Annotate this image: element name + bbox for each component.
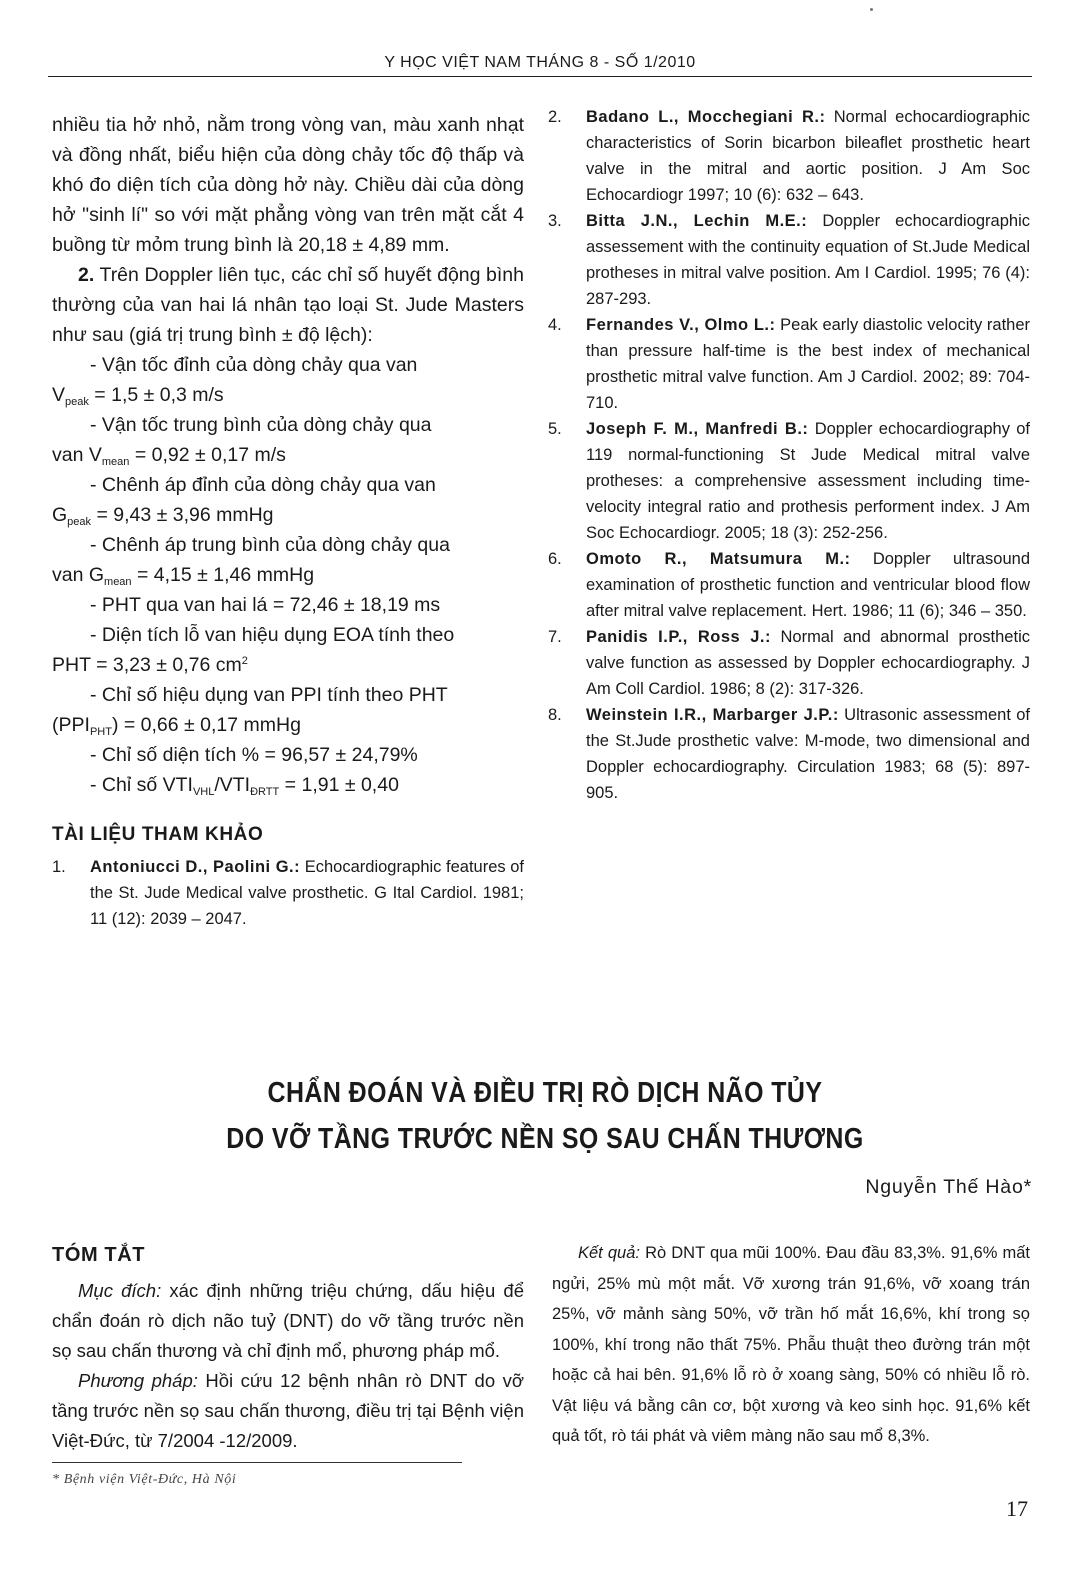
pht-item: - PHT qua van hai lá = 72,46 ± 18,19 ms xyxy=(90,594,441,616)
vpeak-number: = 1,5 ± 0,3 m/s xyxy=(88,384,224,406)
purpose-text: xác định những triệu chứng, dấu hiệu để chẩn đoán rò dịch não tuỷ (DNT) do vỡ tầng trước nền sọ sau chấn thương và chỉ định mổ, phương pháp mổ. xyxy=(52,1280,524,1361)
reference-authors: Weinstein I.R., Marbarger J.P.: xyxy=(586,706,839,724)
page-number: 17 xyxy=(1006,1496,1028,1521)
gmean-number: = 4,15 ± 1,46 mmHg xyxy=(131,564,315,586)
method-label: Phương pháp: xyxy=(78,1370,198,1391)
vmean-value xyxy=(52,440,524,470)
vmean-symbol: van V xyxy=(52,444,102,466)
reference-number: 1. xyxy=(52,858,66,876)
results-paragraph: nhiều tia hở nhỏ, nằm trong vòng van, màu xanh nhạt và đồng nhất, biểu hiện của dòng chảy tốc độ thấp và khó đo diện tích của dòng hở này. Chiều dài của dòng hở "sinh lí" so với mặt phẳng vòng van trên mặt cắt 4 buồng từ mỏm trung bình là 20,18 ± 4,89 mm. xyxy=(52,114,524,256)
point-2-number: 2. xyxy=(78,264,95,286)
abstract-left xyxy=(52,1240,524,1456)
gpeak-symbol: G xyxy=(52,504,68,526)
eoa-label: - Diện tích lỗ van hiệu dụng EOA tính theo xyxy=(90,624,455,646)
title-line-1: CHẨN ĐOÁN VÀ ĐIỀU TRỊ RÒ DỊCH NÃO TỦY xyxy=(267,1077,823,1109)
gpeak-label: - Chênh áp đỉnh của dòng chảy qua van xyxy=(90,474,436,496)
reference-number: 2. xyxy=(548,108,562,126)
reference-citation: Ultrasonic assessment of the St.Jude prosthetic valve: M-mode, two dimensional and Doppler echocardiography. Circulation 1983; 68 (5): 897-905. xyxy=(586,706,1031,802)
reference-authors: Panidis I.P., Ross J.: xyxy=(586,628,771,646)
reference-authors: Antoniucci D., Paolini G.: xyxy=(90,858,301,876)
vti-item xyxy=(52,770,524,800)
abstract-heading: TÓM TẮT xyxy=(52,1244,146,1266)
reference-number: 8. xyxy=(548,706,562,724)
vti-symbol: - Chỉ số VTI xyxy=(90,774,193,796)
purpose-label: Mục đích: xyxy=(78,1280,162,1301)
gpeak-value xyxy=(52,500,524,530)
reference-number: 6. xyxy=(548,550,562,568)
reference-number: 4. xyxy=(548,316,562,334)
eoa-number: PHT = 3,23 ± 0,76 cm xyxy=(52,654,242,676)
left-column xyxy=(52,110,524,932)
abstract-result xyxy=(552,1238,1030,1452)
gmean-value xyxy=(52,560,524,590)
reference-item xyxy=(548,702,1030,806)
reference-authors: Bitta J.N., Lechin M.E.: xyxy=(586,212,808,230)
point-2 xyxy=(52,260,524,350)
references-list-left xyxy=(52,854,524,932)
title-line-2: DO VỠ TẦNG TRƯỚC NỀN SỌ SAU CHẤN THƯƠNG xyxy=(226,1123,864,1155)
vpeak-label: - Vận tốc đỉnh của dòng chảy qua van xyxy=(90,354,418,376)
vpeak-value xyxy=(52,380,524,410)
ppi-number: ) = 0,66 ± 0,17 mmHg xyxy=(111,714,301,736)
abstract-right xyxy=(552,1238,1030,1452)
reference-authors: Omoto R., Matsumura M.: xyxy=(586,550,851,568)
reference-citation: Doppler echocardiography of 119 normal-functioning St Jude Medical mitral valve protheses: a comprehensive assessment including time-velocity integral ratio and prothesis performent index. J Am Soc Echocardiogr. 2005; 18 (3): 252-256. xyxy=(586,420,1030,542)
vti-number: = 1,91 ± 0,40 xyxy=(279,774,399,796)
reference-item xyxy=(548,312,1030,416)
reference-number: 7. xyxy=(548,628,562,646)
gmean-label: - Chênh áp trung bình của dòng chảy qua xyxy=(90,534,450,556)
running-header xyxy=(48,50,1032,77)
method-text: Hồi cứu 12 bệnh nhân rò DNT do vỡ tầng trước nền sọ sau chấn thương, điều trị tại Bệnh viện Việt-Đức, từ 7/2004 -12/2009. xyxy=(52,1370,524,1451)
reference-citation: Doppler ultrasound examination of prosthetic function and ventricular blood flow after mitral valve replacement. Hert. 1986; 11 (6); 346 – 350. xyxy=(586,550,1030,620)
eoa-value xyxy=(52,650,524,680)
abstract-method xyxy=(52,1366,524,1456)
eoa-superscript: 2 xyxy=(241,655,248,667)
article-title xyxy=(180,1070,911,1162)
footnote: * Bệnh viện Việt-Đức, Hà Nội xyxy=(52,1472,237,1487)
ppi-label: - Chỉ số hiệu dụng van PPI tính theo PHT xyxy=(90,684,448,706)
reference-text xyxy=(586,546,1030,624)
gmean-subscript: mean xyxy=(104,576,132,588)
ppi-subscript: PHT xyxy=(89,726,112,738)
reference-text xyxy=(90,854,524,932)
reference-text xyxy=(586,702,1030,806)
reference-item xyxy=(548,416,1030,546)
reference-authors: Badano L., Mocchegiani R.: xyxy=(586,108,826,126)
reference-item xyxy=(548,208,1030,312)
ppi-symbol: (PPI xyxy=(52,714,90,736)
reference-text xyxy=(586,104,1030,208)
vmean-subscript: mean xyxy=(101,456,130,468)
reference-citation: Normal echocardiographic characteristics of Sorin bicarbon bileaflet prosthetic heart valve in the mitral and aortic position. J Am Soc Echocardiogr 1997; 10 (6): 632 – 643. xyxy=(586,108,1030,204)
reference-item xyxy=(548,546,1030,624)
vti-divider: /VTI xyxy=(214,774,251,796)
references-heading: TÀI LIỆU THAM KHẢO xyxy=(52,824,264,845)
reference-text xyxy=(586,312,1030,416)
point-2-text: Trên Doppler liên tục, các chỉ số huyết động bình thường của van hai lá nhân tạo loại St. Jude Masters như sau (giá trị trung bình ± độ lệch): xyxy=(52,264,524,346)
gpeak-number: = 9,43 ± 3,96 mmHg xyxy=(91,504,274,526)
vti-subscript-2: ĐRTT xyxy=(250,786,280,798)
reference-item xyxy=(548,624,1030,702)
reference-authors: Joseph F. M., Manfredi B.: xyxy=(586,420,809,438)
reference-item xyxy=(52,854,524,932)
right-column xyxy=(548,104,1030,806)
reference-citation: Doppler echocardiographic assessement with the continuity equation of St.Jude Medical protheses in mitral valve position. Am I Cardiol. 1995; 76 (4): 287-293. xyxy=(586,212,1030,308)
abstract-purpose xyxy=(52,1276,524,1366)
gpeak-subscript: peak xyxy=(67,516,92,528)
reference-number: 5. xyxy=(548,420,562,438)
reference-text xyxy=(586,416,1030,546)
running-title: Y HỌC VIỆT NAM THÁNG 8 - SỐ 1/2010 xyxy=(384,54,696,71)
scan-speck xyxy=(870,8,873,11)
reference-number: 3. xyxy=(548,212,562,230)
ppi-value xyxy=(52,710,524,740)
vmean-number: = 0,92 ± 0,17 m/s xyxy=(129,444,286,466)
reference-text xyxy=(586,208,1030,312)
area-percent-item: - Chỉ số diện tích % = 96,57 ± 24,79% xyxy=(90,744,418,766)
gmean-symbol: van G xyxy=(52,564,105,586)
result-label: Kết quả: xyxy=(578,1244,640,1262)
result-text: Rò DNT qua mũi 100%. Đau đầu 83,3%. 91,6% mất ngửi, 25% mù một mắt. Vỡ xương trán 91,6%, vỡ xoang trán 25%, vỡ mảnh sàng 50%, vỡ trần hố mắt 16,6%, khí trong sọ 100%, khí trong não thất 75%. Phẫu thuật theo đường trán một hoặc cả hai bên. 91,6% lỗ rò ở xoang sàng, 50% có nhiều lỗ rò. Vật liệu vá bằng cân cơ, bột xương và keo sinh học. 91,6% kết quả tốt, rò tái phát và viêm màng não sau mổ 8,3%. xyxy=(552,1244,1031,1445)
reference-citation: Peak early diastolic velocity rather than pressure half-time is the best index of mechanical prosthetic mitral valve function. Am J Cardiol. 2002; 89: 704-710. xyxy=(586,316,1030,412)
footnote-rule xyxy=(52,1462,462,1463)
vmean-label: - Vận tốc trung bình của dòng chảy qua xyxy=(90,414,432,436)
reference-authors: Fernandes V., Olmo L.: xyxy=(586,316,776,334)
reference-citation: Normal and abnormal prosthetic valve function as assessed by Doppler echocardiography. J Am Coll Cardiol. 1986; 8 (2): 317-326. xyxy=(586,628,1030,698)
vpeak-subscript: peak xyxy=(65,396,89,408)
reference-item xyxy=(548,104,1030,208)
reference-text xyxy=(586,624,1030,702)
vpeak-symbol: V xyxy=(52,384,66,406)
reference-citation: Echocardiographic features of the St. Jude Medical valve prosthetic. G Ital Cardiol. 1981; 11 (12): 2039 – 2047. xyxy=(90,858,524,928)
references-list-right xyxy=(548,104,1030,806)
vti-subscript-1: VHL xyxy=(192,786,215,798)
article-author: Nguyễn Thế Hào* xyxy=(865,1176,1032,1198)
